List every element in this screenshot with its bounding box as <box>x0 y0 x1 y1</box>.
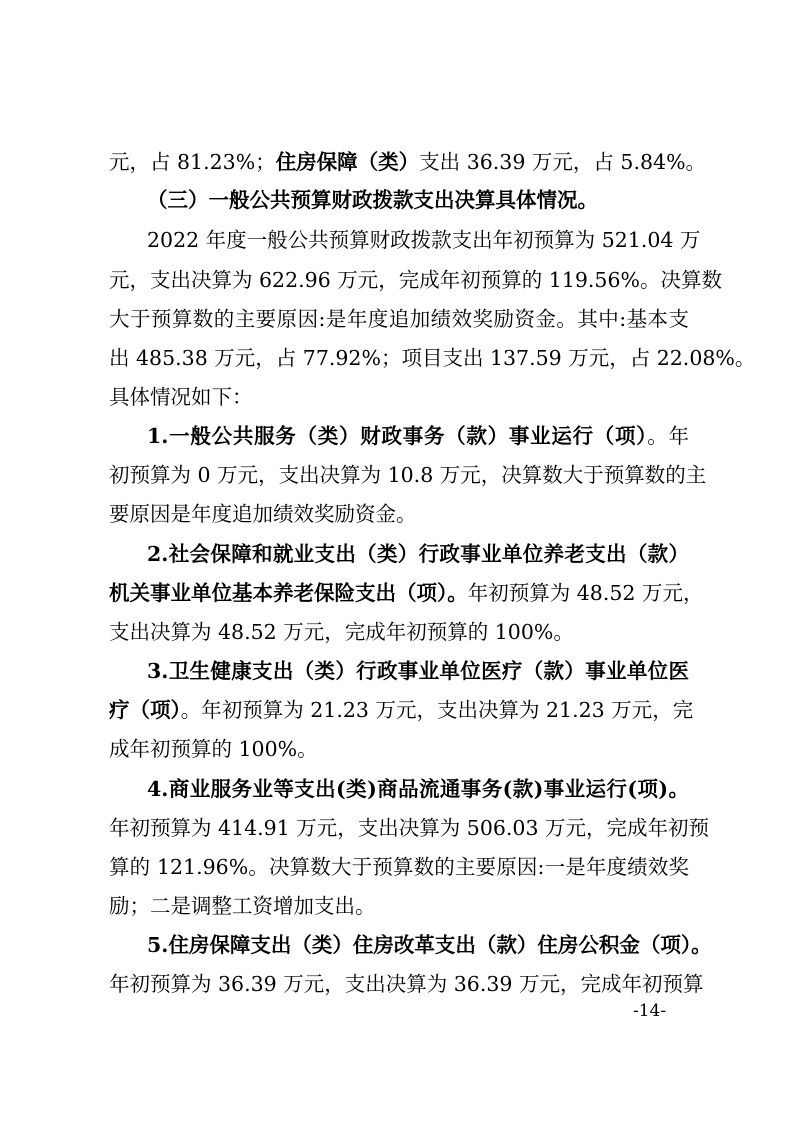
paragraph-line: 支出决算为 48.52 万元，完成年初预算的 100%。 <box>109 620 574 644</box>
item-heading-continued: 疗（项）。年初预算为 21.23 万元，支出决算为 21.23 万元，完 <box>109 698 694 722</box>
item-heading: 1.一般公共服务（类）财政事务（款）事业运行（项）。年 <box>147 424 689 448</box>
paragraph-line: 励；二是调整工资增加支出。 <box>109 894 376 918</box>
paragraph-line: 元，支出决算为 622.96 万元，完成年初预算的 119.56%。决算数 <box>109 268 722 292</box>
paragraph-line: 具体情况如下： <box>109 385 253 409</box>
section-heading: （三）一般公共预算财政拨款支出决算具体情况。 <box>147 188 598 212</box>
item-heading-continued: 机关事业单位基本养老保险支出（项）。年初预算为 48.52 万元， <box>109 581 704 605</box>
paragraph-line: 成年初预算的 100%。 <box>109 737 318 761</box>
paragraph-line: 要原因是年度追加绩效奖励资金。 <box>109 502 417 526</box>
paragraph-line: 元，占 81.23%；住房保障（类）支出 36.39 万元，占 5.84%。 <box>109 150 707 174</box>
page-number: -14- <box>633 1001 667 1021</box>
item-heading: 5.住房保障支出（类）住房改革支出（款）住房公积金（项）。 <box>147 933 712 957</box>
paragraph-line: 出 485.38 万元，占 77.92%；项目支出 137.59 万元，占 22.08%。 <box>109 346 756 370</box>
item-heading: 2.社会保障和就业支出（类）行政事业单位养老支出（款） <box>147 542 689 566</box>
paragraph-line: 年初预算为 36.39 万元，支出决算为 36.39 万元，完成年初预算 <box>109 972 704 996</box>
paragraph-line: 大于预算数的主要原因:是年度追加绩效奖励资金。其中:基本支 <box>109 307 689 331</box>
paragraph-line: 年初预算为 414.91 万元，支出决算为 506.03 万元，完成年初预 <box>109 816 710 840</box>
paragraph-line: 2022 年度一般公共预算财政拨款支出年初预算为 521.04 万 <box>147 228 701 252</box>
paragraph-line: 初预算为 0 万元，支出决算为 10.8 万元，决算数大于预算数的主 <box>109 463 707 487</box>
item-heading: 3.卫生健康支出（类）行政事业单位医疗（款）事业单位医 <box>147 659 689 683</box>
item-heading: 4.商业服务业等支出(类)商品流通事务(款)事业运行(项)。 <box>147 777 689 801</box>
paragraph-line: 算的 121.96%。决算数大于预算数的主要原因:一是年度绩效奖 <box>109 855 689 879</box>
